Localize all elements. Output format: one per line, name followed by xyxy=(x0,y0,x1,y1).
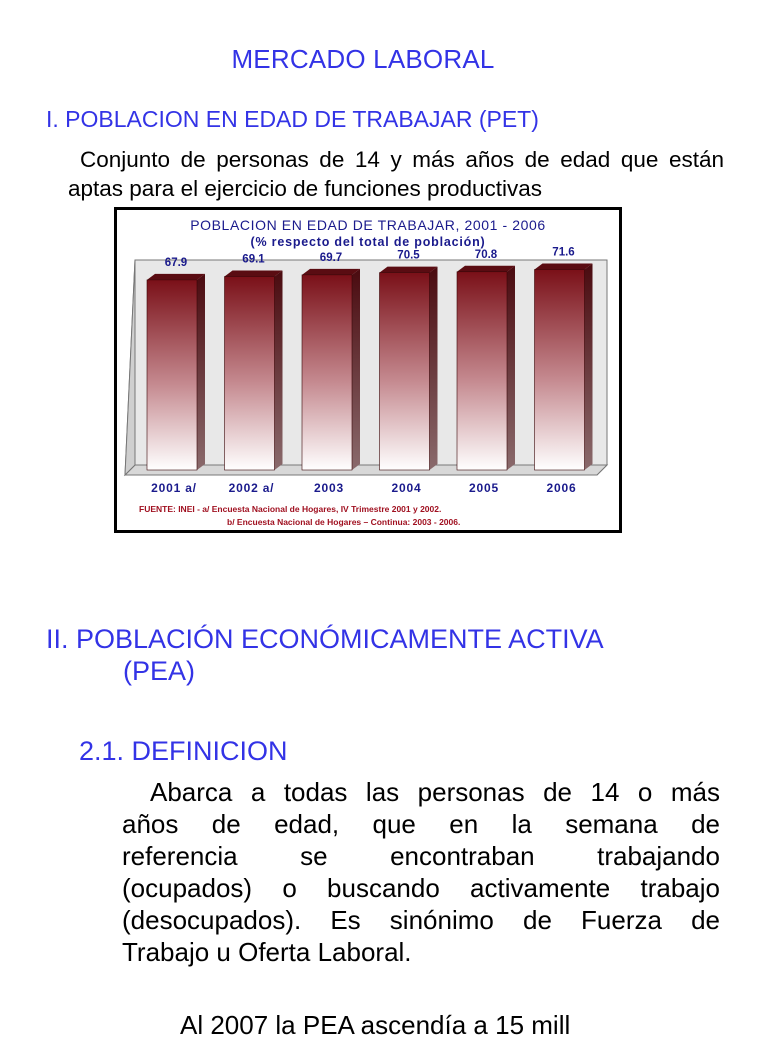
bar-front xyxy=(457,272,507,470)
bar-side xyxy=(585,264,593,470)
x-axis-labels xyxy=(151,481,576,495)
pea-definition-line: Abarca a todas las personas de 14 o más xyxy=(150,777,720,807)
chart-source-line-2: b/ Encuesta Nacional de Hogares – Continua: 2003 - 2006. xyxy=(227,517,461,527)
bar-side xyxy=(507,266,515,470)
bar-front xyxy=(535,270,585,470)
x-tick-label: 2004 xyxy=(391,481,422,495)
section-heading-pea-line1: II. POBLACIÓN ECONÓMICAMENTE ACTIVA xyxy=(46,624,604,654)
bar-value-label: 71.6 xyxy=(552,246,575,259)
pet-definition-paragraph xyxy=(68,145,724,203)
subsection-heading-definicion: 2.1. DEFINICION xyxy=(79,736,288,766)
bar-top xyxy=(302,269,360,275)
bar-value-label: 70.8 xyxy=(474,248,498,261)
section-heading-pea xyxy=(46,623,736,687)
bar-top xyxy=(535,264,593,270)
bar-2001a xyxy=(147,274,205,470)
bar-top xyxy=(457,266,515,272)
chart-subtitle: (% respecto del total de población) xyxy=(250,235,486,249)
bar-side xyxy=(352,269,360,470)
pea-definition-paragraph xyxy=(122,776,720,968)
bar-front xyxy=(380,273,430,470)
plot-left-wall xyxy=(125,260,135,475)
bar-value-label: 70.5 xyxy=(397,249,420,262)
bar-front xyxy=(147,280,197,470)
bar-side xyxy=(430,267,438,470)
x-tick-label: 2003 xyxy=(314,481,344,495)
bar-side xyxy=(197,274,205,470)
bar-top xyxy=(225,271,283,277)
pea-2007-paragraph-cutoff: Al 2007 la PEA ascendía a 15 mill xyxy=(180,1010,571,1040)
section-heading-pet: I. POBLACION EN EDAD DE TRABAJAR (PET) xyxy=(46,106,539,132)
bar-front xyxy=(302,275,352,470)
chart-title: POBLACION EN EDAD DE TRABAJAR, 2001 - 2006 xyxy=(190,217,546,233)
chart-source-line-1: FUENTE: INEI - a/ Encuesta Nacional de Hogares, IV Trimestre 2001 y 2002. xyxy=(139,504,442,514)
bar-top xyxy=(380,267,438,273)
bar-2004 xyxy=(380,267,438,470)
chart-canvas xyxy=(117,210,619,530)
bar-2006 xyxy=(535,264,593,470)
pet-definition-text: Conjunto de personas de 14 y más años de edad que están aptas para el ejercicio de funciones productivas xyxy=(68,147,724,201)
pea-definition-line: años de edad, que en la semana de xyxy=(122,809,720,839)
pea-definition-line: referencia se encontraban trabajando xyxy=(122,841,720,871)
bar-value-label: 69.1 xyxy=(242,253,265,266)
bar-2003 xyxy=(302,269,360,470)
bar-side xyxy=(275,271,283,470)
pea-definition-line: (ocupados) o buscando activamente trabajo xyxy=(122,873,720,903)
bar-top xyxy=(147,274,205,280)
pea-definition-line: (desocupados). Es sinónimo de Fuerza de xyxy=(122,905,720,935)
bar-value-label: 69.7 xyxy=(319,251,343,264)
x-tick-label: 2002 a/ xyxy=(228,481,275,495)
x-tick-label: 2006 xyxy=(546,481,577,495)
pea-definition-line: Trabajo u Oferta Laboral. xyxy=(122,937,412,967)
bar-front xyxy=(225,277,275,470)
bar-2005 xyxy=(457,266,515,470)
x-tick-label: 2005 xyxy=(469,481,499,495)
x-tick-label: 2001 a/ xyxy=(151,481,197,495)
bar-value-label: 67.9 xyxy=(164,256,188,269)
section-heading-pea-line2: (PEA) xyxy=(123,656,196,686)
bar-2002a xyxy=(225,271,283,470)
pet-bar-chart xyxy=(114,207,622,533)
page-title: MERCADO LABORAL xyxy=(231,44,495,74)
